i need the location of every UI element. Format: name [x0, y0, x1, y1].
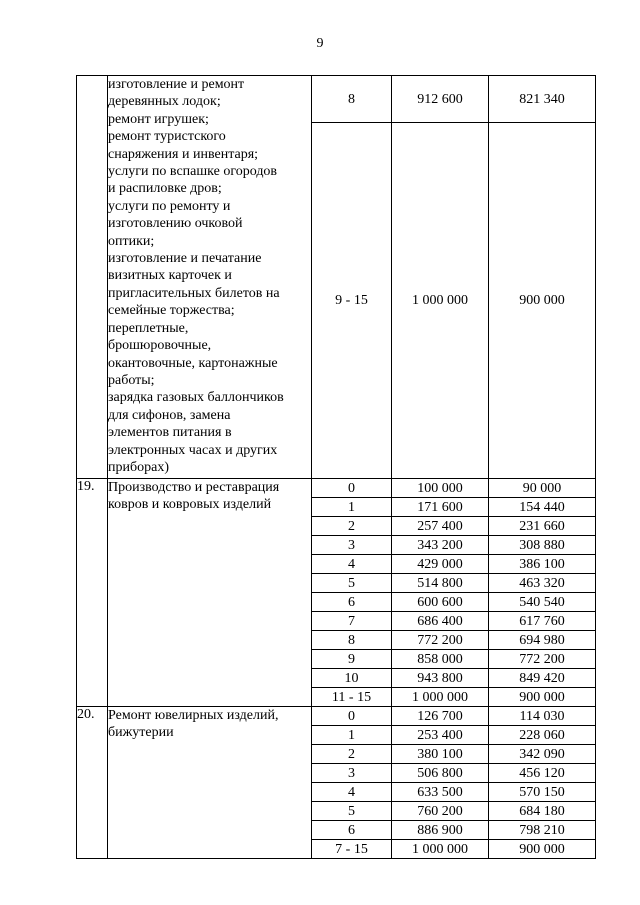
amount-cell: 380 100 — [392, 745, 489, 764]
section-number-cell: 19. — [77, 479, 108, 707]
employees-cell: 9 - 15 — [312, 123, 392, 479]
employees-cell: 7 — [312, 612, 392, 631]
description-line: электронных часах и других — [108, 442, 278, 458]
amount-cell: 1 000 000 — [392, 688, 489, 707]
description-line: Ремонт ювелирных изделий, — [108, 708, 279, 723]
section-number-cell: 20. — [77, 707, 108, 859]
employees-cell: 8 — [312, 631, 392, 650]
amount-cell: 633 500 — [392, 783, 489, 802]
employees-cell: 3 — [312, 536, 392, 555]
tariff-table — [76, 75, 596, 859]
description-line: для сифонов, замена — [108, 407, 231, 423]
description-line: изготовление и печатание — [108, 251, 262, 267]
amount-reduced-cell: 342 090 — [489, 745, 596, 764]
amount-cell: 506 800 — [392, 764, 489, 783]
table-row — [77, 479, 596, 498]
amount-reduced-cell: 900 000 — [489, 123, 596, 479]
amount-cell: 943 800 — [392, 669, 489, 688]
description-line: пригласительных билетов на — [108, 285, 280, 301]
amount-reduced-cell: 386 100 — [489, 555, 596, 574]
description-line: Производство и реставрация — [108, 480, 280, 495]
employees-cell: 5 — [312, 574, 392, 593]
service-description-cell — [108, 479, 312, 707]
amount-reduced-cell: 114 030 — [489, 707, 596, 726]
description-line: зарядка газовых баллончиков — [108, 390, 284, 406]
amount-cell: 100 000 — [392, 479, 489, 498]
amount-reduced-cell: 231 660 — [489, 517, 596, 536]
amount-reduced-cell: 570 150 — [489, 783, 596, 802]
description-line: окантовочные, картонажные — [108, 355, 278, 371]
amount-cell: 858 000 — [392, 650, 489, 669]
amount-reduced-cell: 849 420 — [489, 669, 596, 688]
amount-reduced-cell: 463 320 — [489, 574, 596, 593]
employees-cell: 2 — [312, 745, 392, 764]
amount-reduced-cell: 798 210 — [489, 821, 596, 840]
section-number-cell — [77, 76, 108, 479]
amount-reduced-cell: 90 000 — [489, 479, 596, 498]
description-line: оптики; — [108, 233, 155, 249]
employees-cell: 4 — [312, 555, 392, 574]
description-line: ремонт игрушек; — [108, 111, 209, 127]
description-line: ремонт туристского — [108, 129, 226, 145]
amount-reduced-cell: 154 440 — [489, 498, 596, 517]
description-line: изготовлению очковой — [108, 216, 243, 232]
amount-cell: 343 200 — [392, 536, 489, 555]
amount-cell: 514 800 — [392, 574, 489, 593]
service-description-cell — [108, 707, 312, 859]
amount-reduced-cell: 308 880 — [489, 536, 596, 555]
description-line: изготовление и ремонт — [108, 77, 245, 92]
table-row — [77, 76, 596, 123]
amount-reduced-cell: 228 060 — [489, 726, 596, 745]
amount-cell: 600 600 — [392, 593, 489, 612]
employees-cell: 11 - 15 — [312, 688, 392, 707]
description-line: и распиловке дров; — [108, 181, 222, 197]
amount-reduced-cell: 540 540 — [489, 593, 596, 612]
amount-cell: 1 000 000 — [392, 123, 489, 479]
description-line: услуги по ремонту и — [108, 198, 231, 214]
amount-cell: 429 000 — [392, 555, 489, 574]
description-line: услуги по вспашке огородов — [108, 164, 278, 180]
description-line: визитных карточек и — [108, 268, 232, 284]
page-number: 9 — [316, 36, 324, 51]
description-line: ковров и ковровых изделий — [108, 497, 272, 513]
employees-cell: 9 — [312, 650, 392, 669]
amount-reduced-cell: 900 000 — [489, 840, 596, 859]
amount-reduced-cell: 456 120 — [489, 764, 596, 783]
employees-cell: 3 — [312, 764, 392, 783]
amount-reduced-cell: 684 180 — [489, 802, 596, 821]
description-line: работы; — [108, 372, 155, 388]
amount-cell: 126 700 — [392, 707, 489, 726]
amount-cell: 257 400 — [392, 517, 489, 536]
employees-cell: 1 — [312, 726, 392, 745]
employees-cell: 1 — [312, 498, 392, 517]
amount-cell: 886 900 — [392, 821, 489, 840]
amount-reduced-cell: 694 980 — [489, 631, 596, 650]
description-line: семейные торжества; — [108, 303, 235, 319]
description-line: переплетные, — [108, 320, 189, 336]
employees-cell: 6 — [312, 593, 392, 612]
description-line: снаряжения и инвентаря; — [108, 146, 259, 162]
description-line: бижутерии — [108, 725, 174, 741]
description-line: брошюровочные, — [108, 338, 212, 354]
amount-reduced-cell: 821 340 — [489, 76, 596, 123]
employees-cell: 0 — [312, 479, 392, 498]
tariff-table-body — [77, 76, 596, 859]
amount-cell: 686 400 — [392, 612, 489, 631]
employees-cell: 8 — [312, 76, 392, 123]
employees-cell: 6 — [312, 821, 392, 840]
amount-cell: 171 600 — [392, 498, 489, 517]
amount-cell: 912 600 — [392, 76, 489, 123]
employees-cell: 10 — [312, 669, 392, 688]
amount-cell: 1 000 000 — [392, 840, 489, 859]
description-line: приборах) — [108, 459, 169, 475]
amount-cell: 253 400 — [392, 726, 489, 745]
employees-cell: 2 — [312, 517, 392, 536]
amount-reduced-cell: 617 760 — [489, 612, 596, 631]
employees-cell: 5 — [312, 802, 392, 821]
description-line: деревянных лодок; — [108, 94, 221, 110]
table-row — [77, 707, 596, 726]
employees-cell: 4 — [312, 783, 392, 802]
employees-cell: 0 — [312, 707, 392, 726]
amount-reduced-cell: 900 000 — [489, 688, 596, 707]
service-description-cell — [108, 76, 312, 479]
description-line: элементов питания в — [108, 425, 232, 441]
amount-reduced-cell: 772 200 — [489, 650, 596, 669]
amount-cell: 760 200 — [392, 802, 489, 821]
amount-cell: 772 200 — [392, 631, 489, 650]
employees-cell: 7 - 15 — [312, 840, 392, 859]
